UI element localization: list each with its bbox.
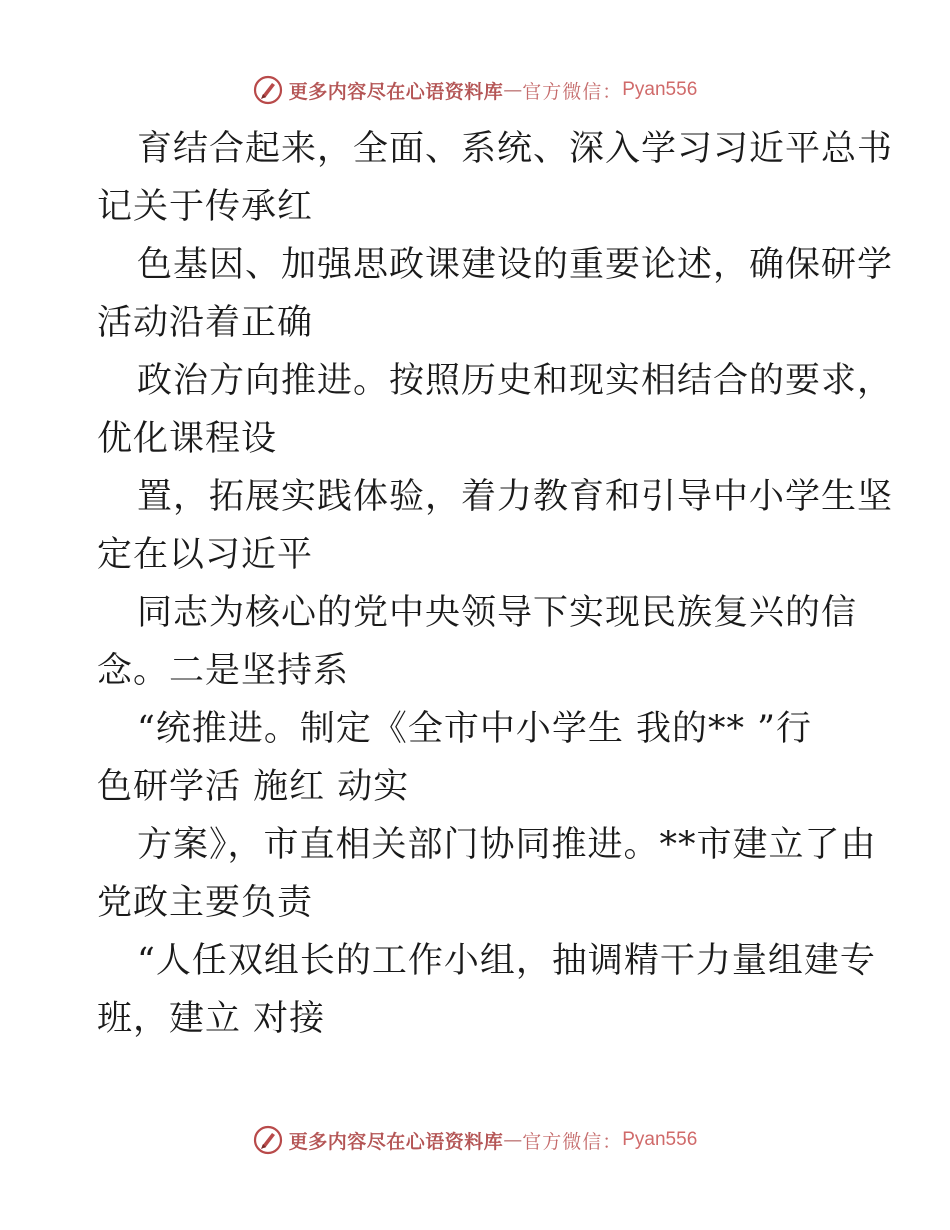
paragraph [97,468,894,584]
paragraph-line: 念。二是坚持系 [97,651,350,691]
pen-seal-logo-icon [253,1125,283,1155]
paragraph-line: 党政主要负责 [97,883,314,923]
paragraph-line: 色研学活 施红 动实 [97,767,410,807]
paragraph-line: 活动沿着正确 [97,303,314,343]
paragraph-line: 优化课程设 [97,419,278,459]
paragraph [97,932,876,1048]
paragraph [97,816,877,932]
paragraph [97,584,857,700]
paragraph [97,236,894,352]
pen-seal-logo-icon [253,75,283,105]
paragraph-line: 育结合起来，全面、系统、深入学习习近平总书 [137,129,894,169]
header-banner [0,70,950,110]
banner-wechat-label: 官方微信： [522,1130,623,1153]
banner-wechat-id: Pyan556 [622,1129,698,1150]
paragraph [97,120,894,236]
banner-main-text: 更多内容尽在心语资料库 [288,80,504,103]
banner-main-text: 更多内容尽在心语资料库 [288,1130,504,1153]
paragraph-line: 色基因、加强思政课建设的重要论述，确保研学 [137,245,894,285]
paragraph-line: 定在以习近平 [97,535,314,575]
banner-wechat-label: 官方微信： [522,80,623,103]
paragraph-line: 同志为核心的党中央领导下实现民族复兴的信 [137,593,858,633]
document-body [97,120,894,1048]
paragraph-line: 记关于传承红 [97,187,314,227]
paragraph-line: 置，拓展实践体验，着力教育和引导中小学生坚 [137,477,894,517]
paragraph [97,352,894,468]
banner-wechat-id: Pyan556 [622,79,698,100]
footer-banner [0,1120,950,1160]
paragraph-line: 政治方向推进。按照历史和现实相结合的要求， [137,361,894,401]
paragraph-line: “人任双组长的工作小组，抽调精干力量组建专 [137,941,876,981]
paragraph-line: 方案》，市直相关部门协同推进。**市建立了由 [137,825,877,865]
paragraph [97,700,857,816]
banner-separator: — [503,1129,523,1151]
paragraph-line: 班，建立 对接 [97,999,326,1039]
paragraph-line: “统推进。制定《全市中小学生 我的** ”行 [137,709,813,749]
banner-separator: — [503,79,523,101]
